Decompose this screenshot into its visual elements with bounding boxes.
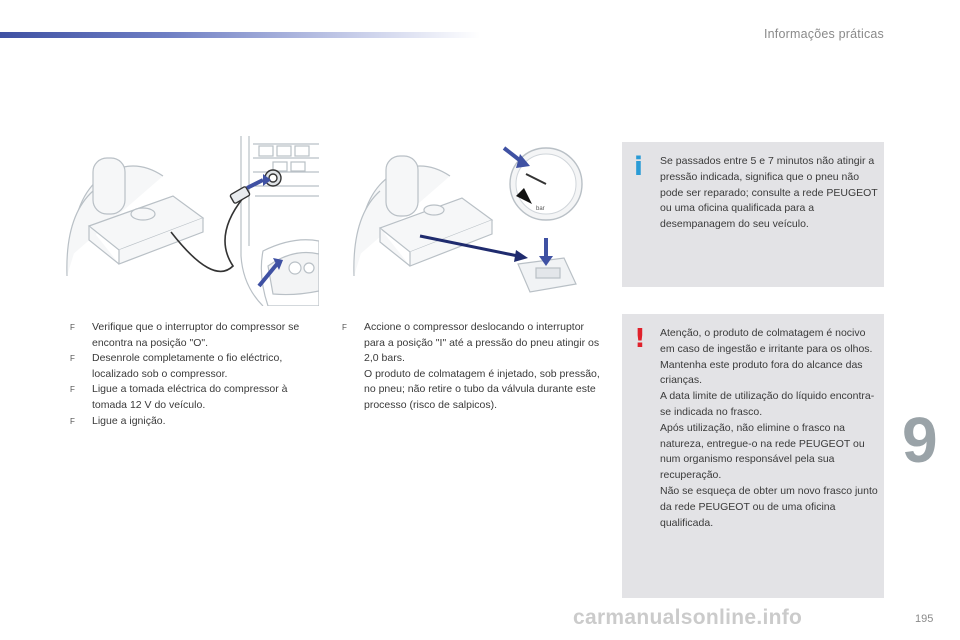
warning-note-box <box>622 314 884 598</box>
step-text: Accione o compressor deslocando o interruptor para a posição "I" até a pressão do pneu atingir os 2,0 bars. <box>364 321 600 365</box>
info-icon: i <box>634 152 643 182</box>
page-number: 195 <box>915 613 934 625</box>
warning-line: Após utilização, não elimine o frasco na natureza, entregue-o na rede PEUGEOT ou num organismo responsável pela sua recuperação. <box>660 421 865 482</box>
warning-icon: ! <box>634 324 646 354</box>
step-item: F Ligue a tomada eléctrica do compressor à tomada 12 V do veículo. <box>70 383 288 411</box>
bullet-icon: F <box>70 323 75 332</box>
warning-line: Atenção, o produto de colmatagem é nocivo em caso de ingestão e irritante para os olhos. <box>660 327 873 355</box>
steps-list-right <box>342 320 604 414</box>
watermark: carmanualsonline.info <box>573 606 803 629</box>
step-item: F Ligue a ignição. <box>70 414 320 430</box>
section-title: Informações práticas <box>763 27 884 41</box>
step-item: F Desenrole completamente o fio eléctrico, localizado sob o compressor. <box>70 352 283 380</box>
illustration-compressor-plug <box>63 136 319 306</box>
step-item <box>342 320 604 414</box>
compressor-plug-drawing <box>63 136 319 306</box>
compressor-gauge-drawing <box>350 136 612 306</box>
bullet-icon: F <box>70 354 75 364</box>
warning-line: Não se esqueça de obter um novo frasco junto da rede PEUGEOT ou de uma oficina qualificada. <box>660 484 878 529</box>
warning-line: Mantenha este produto fora do alcance das crianças. <box>660 358 863 387</box>
illustration-compressor-gauge <box>350 136 612 306</box>
step-item: F Verifique que o interruptor do compressor se encontra na posição "O". <box>70 321 300 349</box>
steps-list-left <box>70 320 320 429</box>
step-continuation: O produto de colmatagem é injetado, sob pressão, no pneu; não retire o tubo da válvula durante este processo (risco de salpicos). <box>364 367 600 411</box>
bullet-icon: F <box>70 416 75 426</box>
gauge-unit-label: bar <box>536 206 545 212</box>
warning-note-text <box>660 326 880 531</box>
warning-line: A data limite de utilização do líquido encontra-se indicada no frasco. <box>660 390 875 418</box>
bullet-icon: F <box>342 323 347 332</box>
chapter-number: 9 <box>902 404 938 476</box>
info-note-text: Se passados entre 5 e 7 minutos não atingir a pressão indicada, significa que o pneu não pode ser reparado; consulte a rede PEUGEOT ou uma oficina qualificada para a desempanagem do seu veículo. <box>660 155 878 231</box>
header-accent-bar <box>0 32 480 38</box>
info-note-box <box>622 142 884 287</box>
bullet-icon: F <box>70 385 75 395</box>
